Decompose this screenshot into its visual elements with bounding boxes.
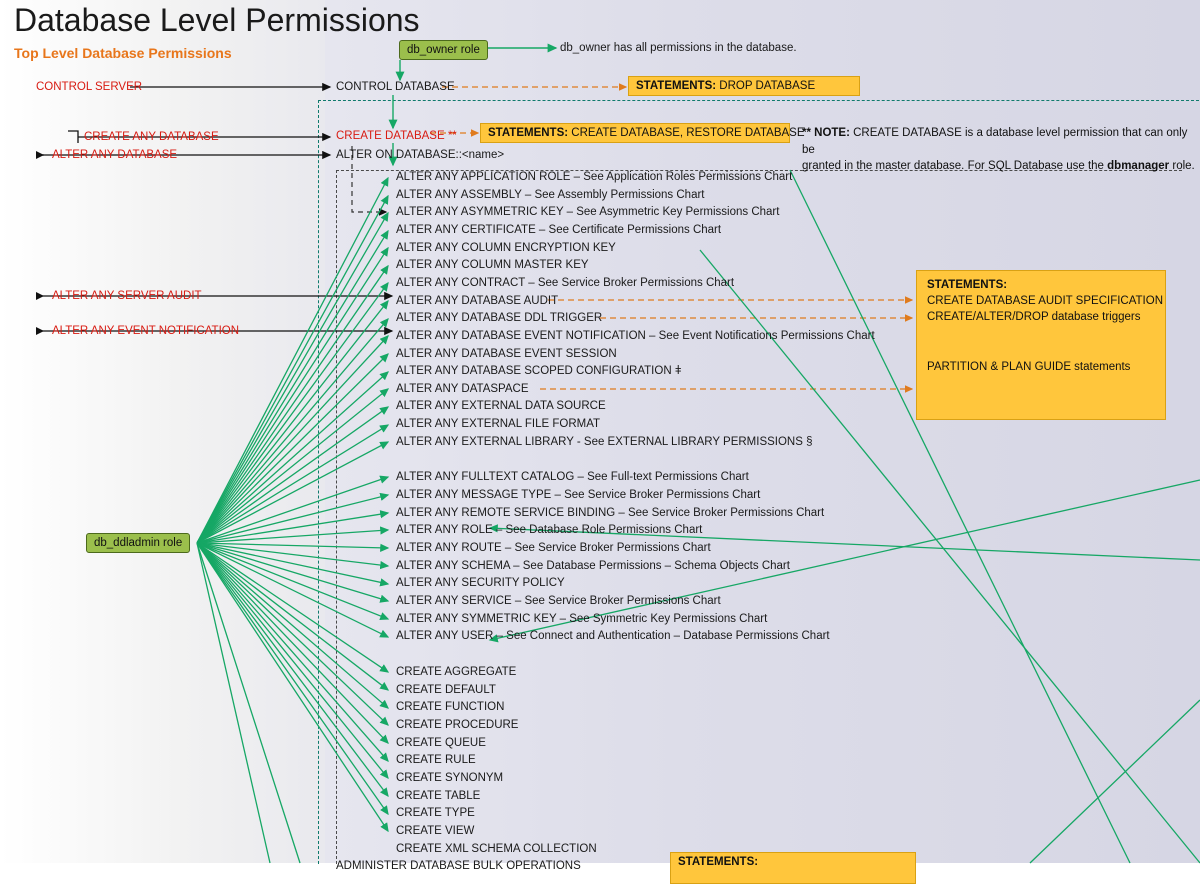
alter-permission-item: ALTER ANY CONTRACT – See Service Broker Permissions Chart (396, 276, 735, 289)
statements-bottom (670, 852, 916, 884)
alter-permission-item: ALTER ANY COLUMN MASTER KEY (396, 259, 589, 272)
role-db-owner[interactable]: db_owner role (399, 40, 488, 60)
alter-permission-item: ALTER ANY FULLTEXT CATALOG – See Full-text Permissions Chart (396, 471, 749, 484)
alter-permission-item: ALTER ANY DATABASE EVENT SESSION (396, 347, 617, 360)
perm-alter-on-database: ALTER ON DATABASE::<name> (336, 149, 505, 161)
statements-label-1: STATEMENTS: (636, 80, 717, 92)
db-owner-note: db_owner has all permissions in the database. (560, 42, 797, 54)
alter-permission-item: ALTER ANY ROUTE – See Service Broker Permissions Chart (396, 542, 711, 554)
note-line2-a: granted in the master database. For SQL Database use the (802, 160, 1104, 173)
perm-alter-any-server-audit: ALTER ANY SERVER AUDIT (52, 290, 202, 302)
perm-control-database: CONTROL DATABASE (336, 81, 455, 93)
alter-permission-item: ALTER ANY MESSAGE TYPE – See Service Broker Permissions Chart (396, 489, 761, 502)
alter-permission-item: ALTER ANY SERVICE – See Service Broker Permissions Chart (396, 594, 721, 607)
create-database-note (802, 125, 1200, 175)
alter-permission-item: ALTER ANY CERTIFICATE – See Certificate Permissions Chart (396, 223, 722, 236)
statements-panel-item-2: CREATE/ALTER/DROP database triggers (927, 311, 1141, 323)
alter-permission-item: ALTER ANY DATABASE AUDIT (396, 294, 559, 307)
create-permission-item: CREATE VIEW (396, 824, 475, 837)
statements-drop-database (628, 76, 860, 96)
note-line2-c: role. (1172, 160, 1195, 173)
alter-permission-item: ALTER ANY DATASPACE (396, 382, 529, 395)
create-permission-item: CREATE DEFAULT (396, 683, 496, 696)
alter-permission-item: ALTER ANY USER – See Connect and Authentication – Database Permissions Chart (396, 630, 830, 643)
alter-permission-item: ALTER ANY DATABASE DDL TRIGGER (396, 312, 603, 325)
note-dbmanager: dbmanager (1107, 160, 1170, 173)
alter-permission-item: ALTER ANY DATABASE EVENT NOTIFICATION – See Event Notifications Permissions Chart (396, 329, 875, 342)
alter-permission-item: ALTER ANY REMOTE SERVICE BINDING – See Service Broker Permissions Chart (396, 506, 825, 519)
note-prefix: ** NOTE: (802, 127, 850, 139)
alter-permission-item: ALTER ANY EXTERNAL LIBRARY - See EXTERNAL LIBRARY PERMISSIONS § (396, 435, 813, 448)
create-permission-item: CREATE SYNONYM (396, 771, 504, 784)
create-permission-item: ADMINISTER DATABASE BULK OPERATIONS (336, 860, 581, 873)
create-permission-item: CREATE XML SCHEMA COLLECTION (396, 842, 597, 855)
create-permission-item: CREATE RULE (396, 754, 476, 767)
perm-create-any-database: CREATE ANY DATABASE (84, 131, 219, 143)
statements-value-2: CREATE DATABASE, RESTORE DATABASE (571, 127, 805, 139)
statements-label-2: STATEMENTS: (488, 127, 569, 139)
note-line1: CREATE DATABASE is a database level permission that can only be (802, 127, 1188, 156)
create-permission-item: CREATE PROCEDURE (396, 718, 519, 731)
statements-panel-footer: PARTITION & PLAN GUIDE statements (927, 361, 1131, 373)
alter-permission-item: ALTER ANY SCHEMA – See Database Permissions – Schema Objects Chart (396, 559, 790, 572)
create-permission-item: CREATE FUNCTION (396, 701, 505, 714)
statements-bottom-label: STATEMENTS: (678, 856, 759, 868)
create-permission-item: CREATE TABLE (396, 789, 481, 802)
create-permission-item: CREATE QUEUE (396, 736, 486, 749)
create-permission-item: CREATE TYPE (396, 807, 475, 820)
alter-permission-item: ALTER ANY SYMMETRIC KEY – See Symmetric Key Permissions Chart (396, 612, 768, 625)
perm-alter-any-database: ALTER ANY DATABASE (52, 149, 178, 161)
page-subtitle: Top Level Database Permissions (14, 45, 232, 61)
role-db-ddladmin[interactable]: db_ddladmin role (86, 533, 190, 553)
page-title: Database Level Permissions (14, 2, 420, 38)
alter-permission-item: ALTER ANY SECURITY POLICY (396, 577, 565, 590)
statements-create-database (480, 123, 805, 143)
statements-value-1: DROP DATABASE (719, 80, 816, 92)
statements-panel-title: STATEMENTS: (927, 279, 1008, 291)
perm-create-database: CREATE DATABASE ** (336, 130, 457, 142)
alter-permission-item: ALTER ANY ASSEMBLY – See Assembly Permissions Chart (396, 188, 705, 201)
statements-panel (916, 270, 1166, 420)
perm-control-server: CONTROL SERVER (36, 81, 143, 93)
statements-panel-item-1: CREATE DATABASE AUDIT SPECIFICATION (927, 295, 1164, 307)
perm-alter-any-event-notification: ALTER ANY EVENT NOTIFICATION (52, 325, 240, 337)
alter-permission-item: ALTER ANY DATABASE SCOPED CONFIGURATION ǂ (396, 365, 682, 378)
alter-permission-item: ALTER ANY COLUMN ENCRYPTION KEY (396, 241, 616, 254)
alter-permission-item: ALTER ANY ROLE – See Database Role Permissions Chart (396, 524, 703, 537)
alter-permission-item: ALTER ANY APPLICATION ROLE – See Application Roles Permissions Chart (396, 171, 793, 183)
alter-permission-item: ALTER ANY EXTERNAL FILE FORMAT (396, 418, 601, 431)
alter-permission-item: ALTER ANY ASYMMETRIC KEY – See Asymmetric Key Permissions Chart (396, 206, 780, 219)
alter-permission-item: ALTER ANY EXTERNAL DATA SOURCE (396, 400, 606, 413)
create-permission-item: CREATE AGGREGATE (396, 666, 517, 678)
